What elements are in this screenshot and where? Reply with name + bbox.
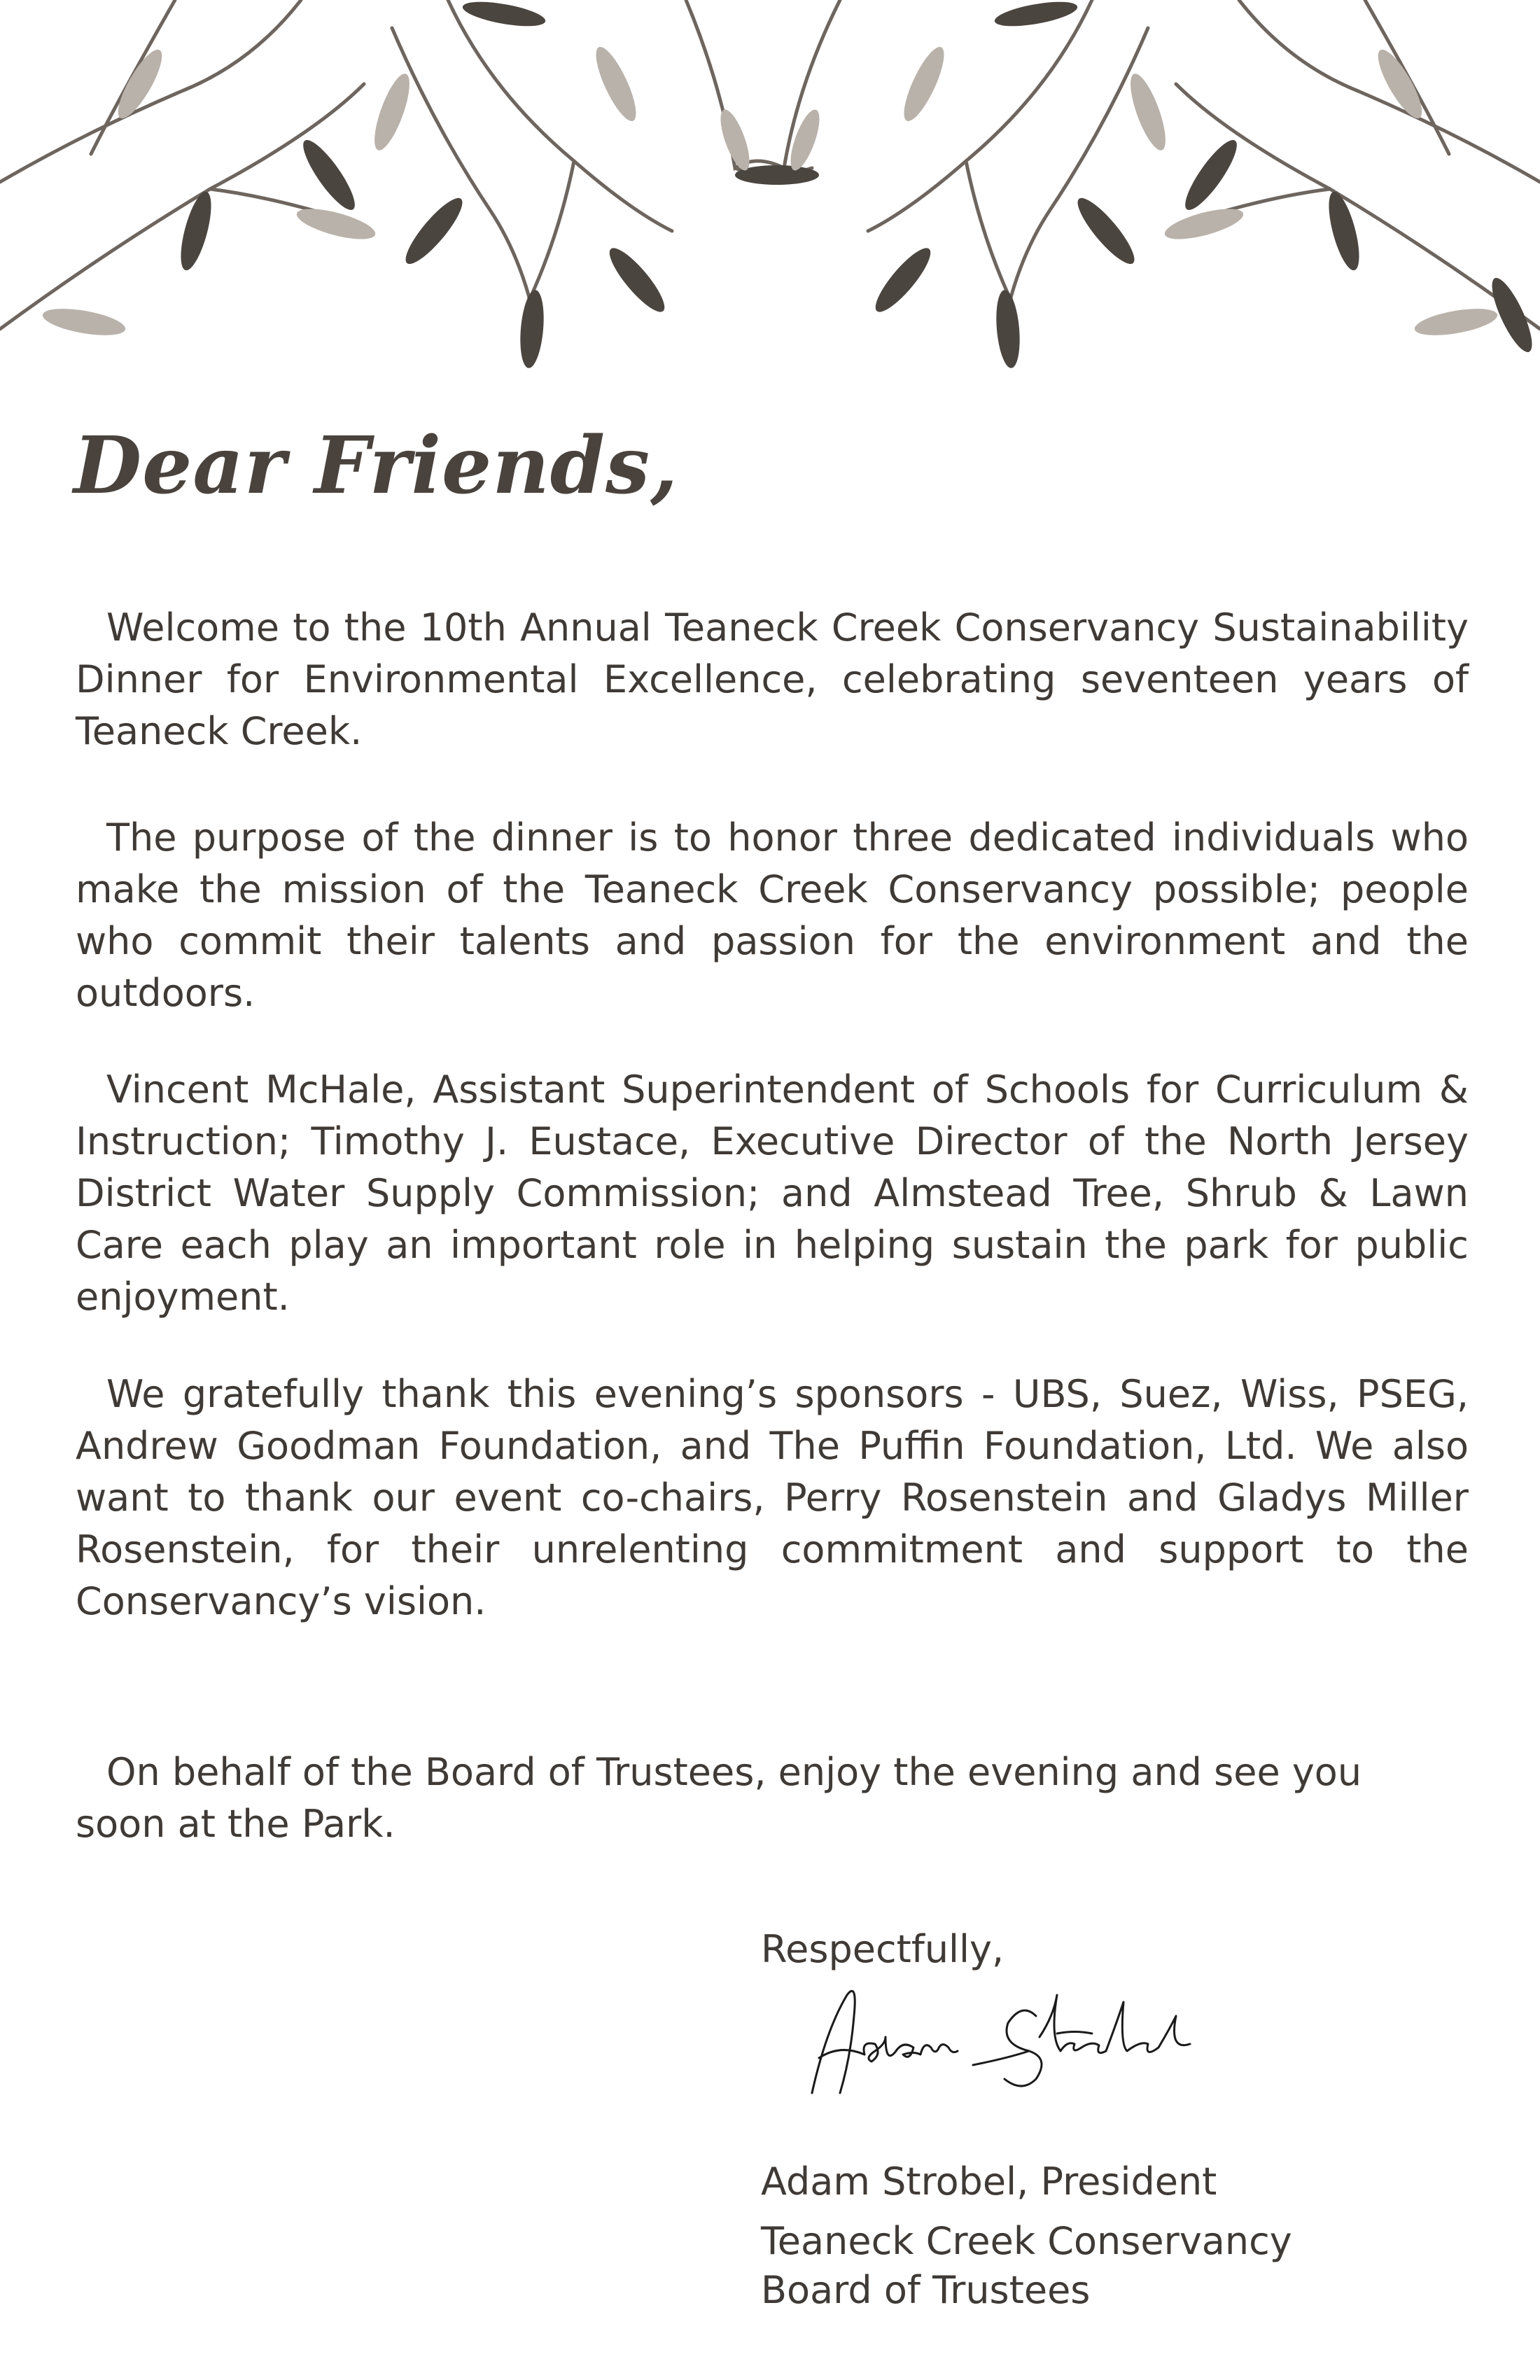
letter-paragraph-closing: On behalf of the Board of Trustees, enjoy the evening and see you soon at the Park. <box>76 1750 1362 1846</box>
signer-organization: Teaneck Creek Conservancy <box>761 2219 1292 2263</box>
handwritten-signature <box>798 1974 1218 2114</box>
valediction: Respectfully, <box>761 1927 1004 1971</box>
signer-name-title: Adam Strobel, President <box>761 2160 1217 2204</box>
letter-paragraph-sponsors: We gratefully thank this evening’s sponsors - UBS, Suez, Wiss, PSEG, Andrew Goodman Foundation, and The Puffin Foundation, Ltd. We also want to thank our event co-chairs, Perry Rosenstein and Gladys Miller Rosenstein, for their unrelenting commitment and support to the Conservancy’s vision. <box>76 1372 1469 1623</box>
letter-paragraph-honorees: Vincent McHale, Assistant Superintendent of Schools for Curriculum & Instruction; Timothy J. Eustace, Executive Director of the North Jersey District Water Supply Commission; and Almstead Tree, Shrub & Lawn Care each play an important role in helping sustain the park for public enjoyment. <box>76 1068 1469 1319</box>
signer-board: Board of Trustees <box>761 2268 1091 2312</box>
greeting-heading: Dear Friends, <box>74 420 679 512</box>
foliage-header-illustration <box>0 0 1540 406</box>
letter-paragraph-welcome: Welcome to the 10th Annual Teaneck Creek Conservancy Sustainability Dinner for Environmental Excellence, celebrating seventeen years of Teaneck Creek. <box>76 606 1469 753</box>
letter-paragraph-purpose: The purpose of the dinner is to honor three dedicated individuals who make the mission of the Teaneck Creek Conservancy possible; people who commit their talents and passion for the environment and the outdoors. <box>76 816 1469 1015</box>
